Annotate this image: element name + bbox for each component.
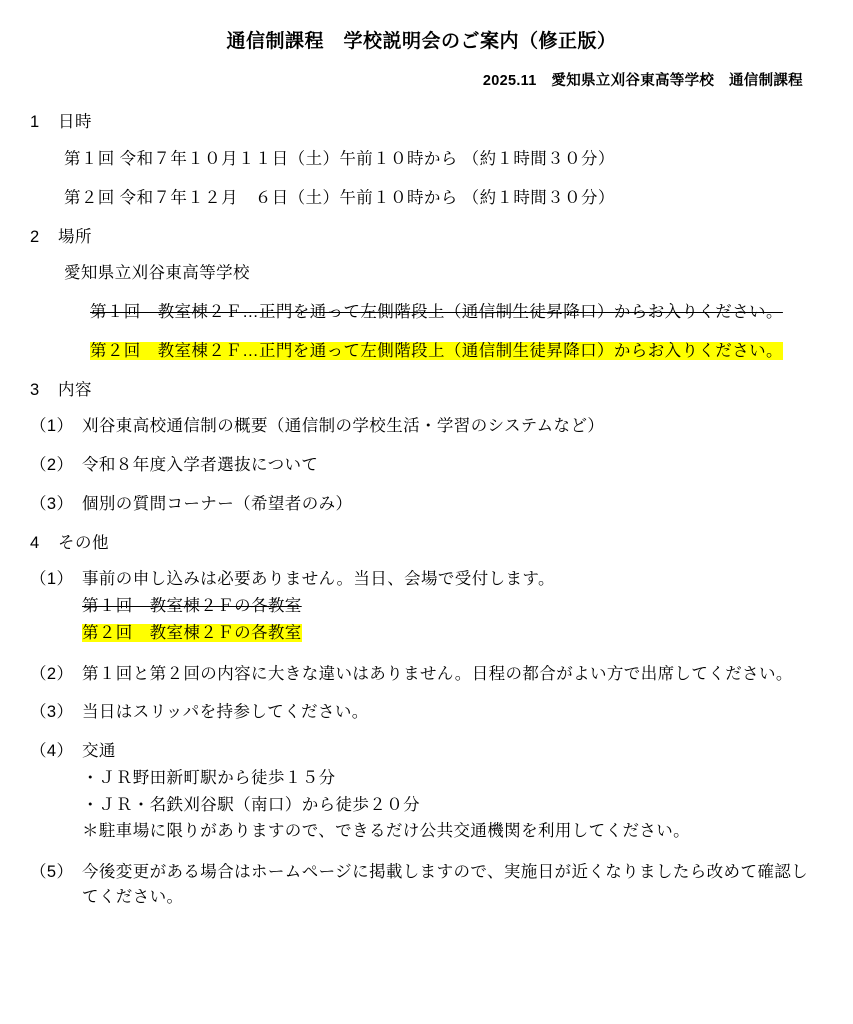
section-title: 場所 — [58, 227, 92, 246]
item-marker: （3） — [30, 494, 74, 513]
item-text: 事前の申し込みは必要ありません。当日、会場で受付します。 — [82, 570, 555, 589]
section-heading — [30, 225, 813, 250]
item-text: 第１回と第２回の内容に大きな違いはありません。日程の都合がよい方で出席してください。 — [82, 664, 793, 683]
list-item — [30, 453, 813, 478]
item-marker: （5） — [30, 863, 74, 881]
item-text: 当日はスリッパを持参してください。 — [82, 703, 369, 722]
page-title: 通信制課程 学校説明会のご案内（修正版） — [226, 31, 617, 52]
venue-session-2-wrapper — [90, 339, 813, 364]
item-marker: （4） — [30, 742, 74, 760]
item-text: 交通 — [82, 742, 116, 760]
list-item — [30, 700, 813, 725]
room-session-2-wrapper — [82, 621, 812, 646]
room-session-2-highlight: 第２回 教室棟２Ｆの各教室 — [82, 623, 302, 642]
item-marker: （3） — [30, 703, 74, 722]
section-number: 4 — [30, 533, 40, 552]
item-marker: （2） — [30, 456, 74, 474]
transport-bullets — [82, 766, 812, 844]
section-number: 2 — [30, 227, 40, 246]
section-datetime — [30, 110, 813, 210]
section-title: 日時 — [58, 113, 92, 132]
item-marker: （2） — [30, 664, 74, 683]
section-number: 1 — [30, 113, 40, 132]
list-item — [30, 567, 813, 647]
list-item — [30, 662, 813, 687]
section-location — [30, 225, 813, 364]
datetime-session-1: 第１回 令和７年１０月１１日（土）午前１０時から （約１時間３０分） — [64, 150, 615, 168]
venue-session-1-struck: 第１回 教室棟２Ｆ…正門を通って左側階段上（通信制生徒昇降口）からお入りください。 — [90, 303, 783, 321]
list-item — [30, 492, 813, 517]
room-session-1-struck: 第１回 教室棟２Ｆの各教室 — [82, 597, 302, 615]
section-other — [30, 531, 813, 910]
section-heading — [30, 531, 813, 556]
school-name: 愛知県立刈谷東高等学校 — [64, 264, 250, 283]
parking-note: ＊駐車場に限りがありますので、できるだけ公共交通機関を利用してください。 — [82, 822, 691, 841]
section-content — [30, 378, 813, 517]
list-item — [30, 739, 813, 846]
section-number: 3 — [30, 380, 40, 399]
section-heading — [30, 378, 813, 403]
venue-session-2-highlight: 第２回 教室棟２Ｆ…正門を通って左側階段上（通信制生徒昇降口）からお入りください。 — [90, 341, 783, 360]
document-meta: 2025.11 愛知県立刈谷東高等学校 通信制課程 — [482, 72, 803, 89]
item-text: 今後変更がある場合はホームページに掲載しますので、実施日が近くなりましたら改めて確認してください。 — [82, 863, 809, 906]
section-heading — [30, 110, 813, 135]
section-title: 内容 — [58, 380, 92, 399]
datetime-session-2: 第２回 令和７年１２月 ６日（土）午前１０時から （約１時間３０分） — [64, 188, 615, 207]
section-title: その他 — [58, 533, 109, 552]
list-item — [30, 860, 813, 910]
item-text: 刈谷東高校通信制の概要（通信制の学校生活・学習のシステムなど） — [82, 417, 605, 436]
transport-bullet: ・ＪＲ・名鉄刈谷駅（南口）から徒歩２０分 — [82, 795, 420, 814]
item-marker: （1） — [30, 570, 74, 589]
item-body — [82, 567, 812, 647]
item-text: 個別の質問コーナー（希望者のみ） — [82, 494, 353, 513]
list-item — [30, 414, 813, 439]
item-text: 令和８年度入学者選抜について — [82, 456, 319, 474]
item-marker: （1） — [30, 417, 74, 436]
transport-bullet: ・ＪＲ野田新町駅から徒歩１５分 — [82, 768, 336, 787]
item-body — [82, 739, 812, 846]
